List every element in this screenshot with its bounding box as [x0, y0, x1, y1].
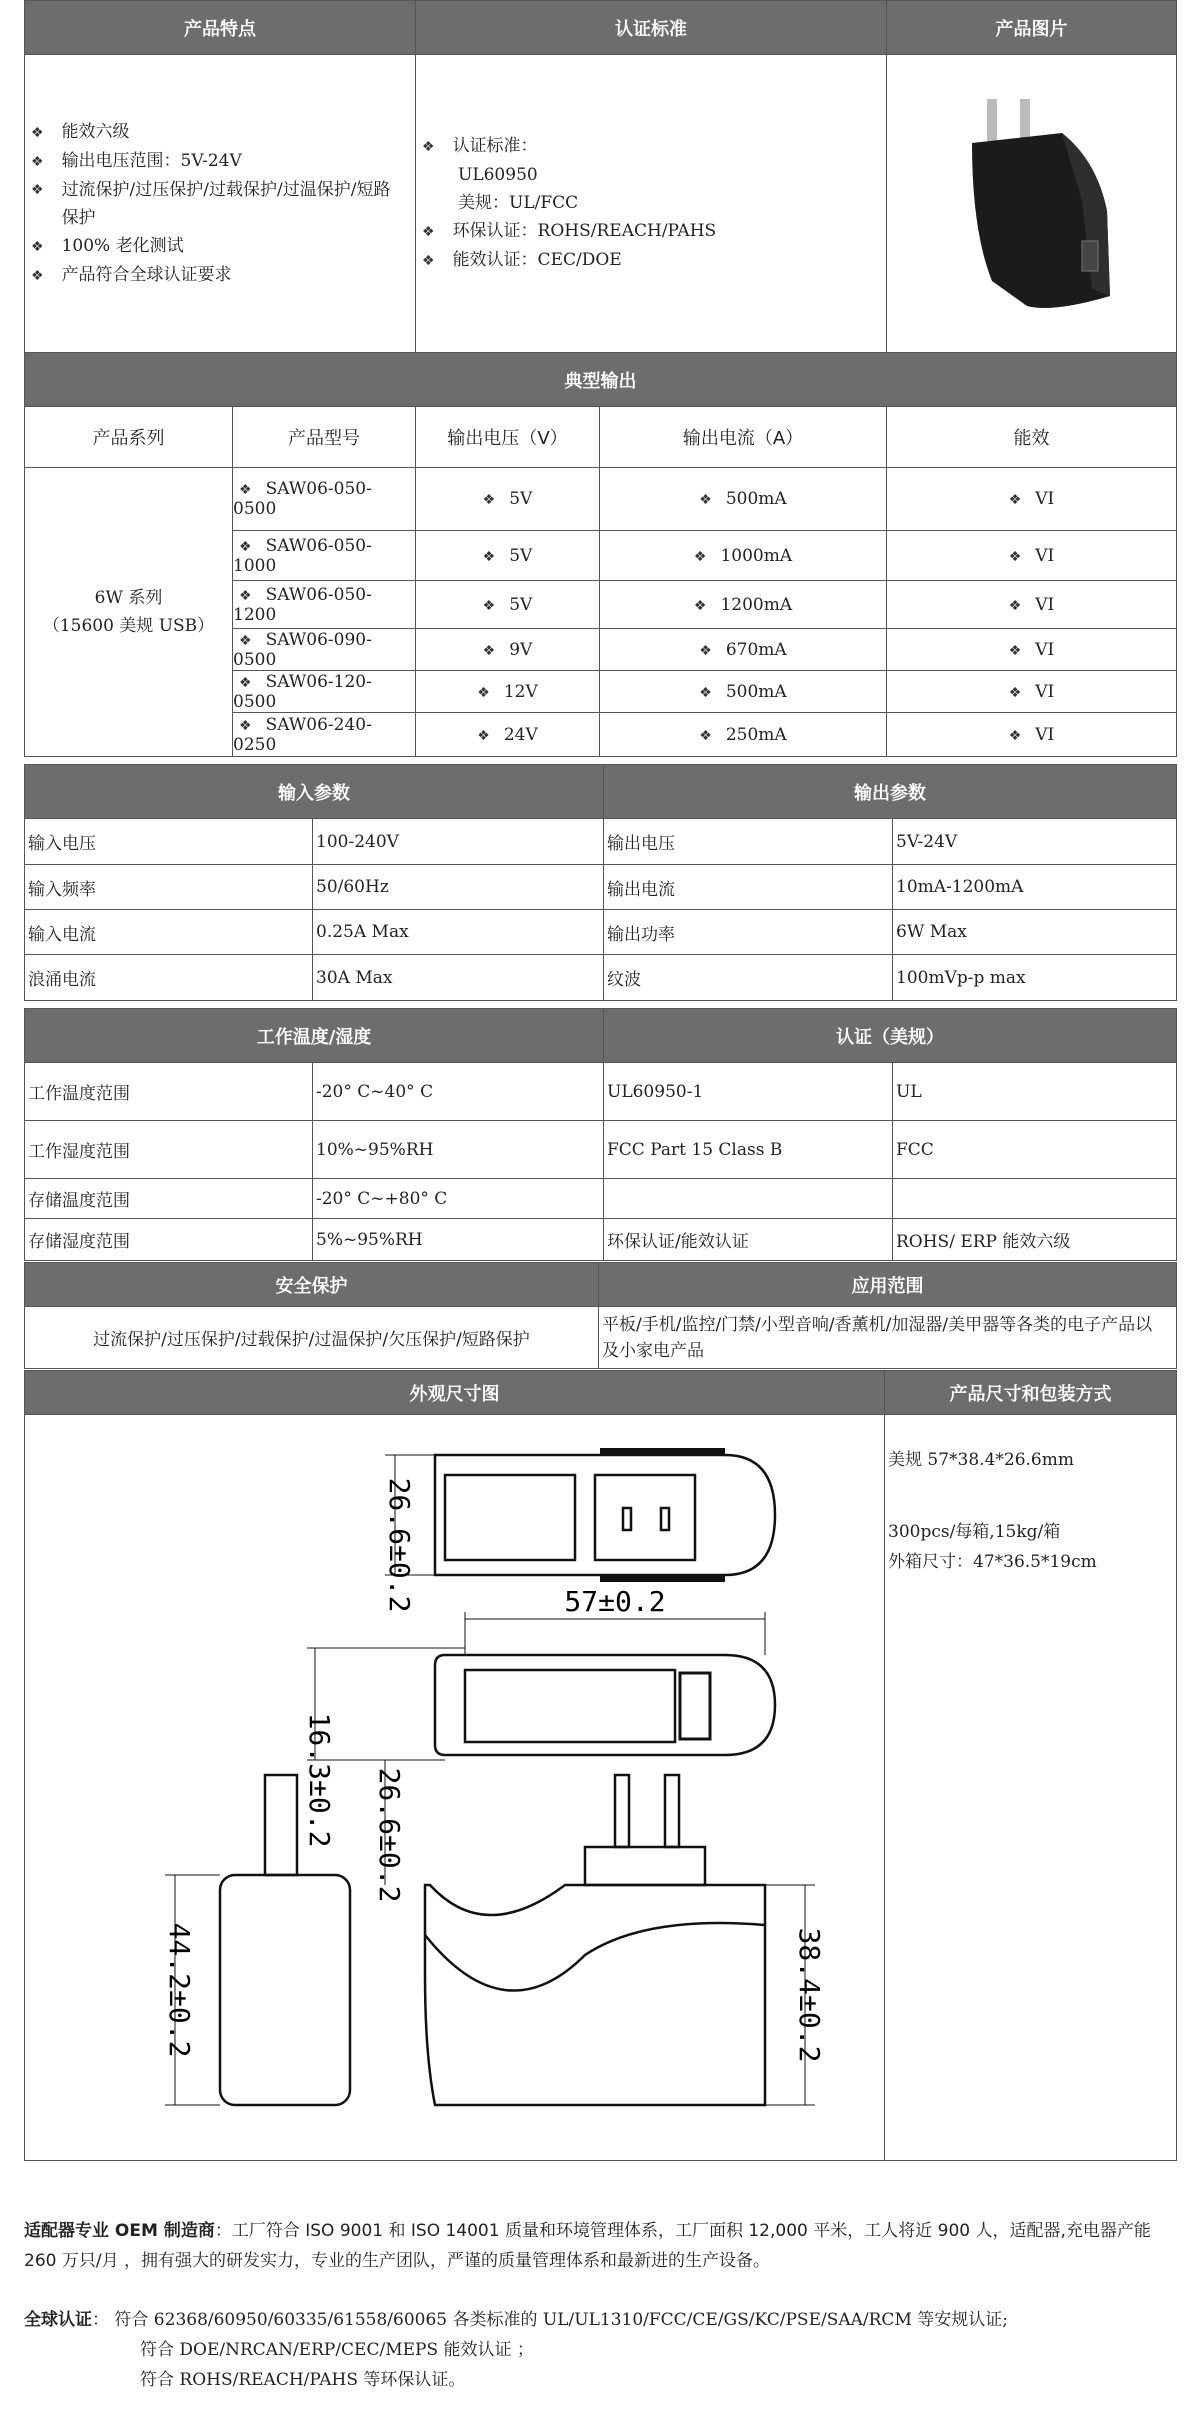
carton-size: 外箱尺寸：47*36.5*19cm: [888, 1552, 1097, 1572]
dim-label: 26.6±0.2: [373, 1767, 406, 1903]
diamond-bullet-icon: ❖: [239, 674, 252, 691]
param-value: 0.25A Max: [313, 910, 604, 955]
safety-title: 安全保护: [25, 1263, 599, 1307]
dimensions-title: 外观尺寸图: [25, 1371, 885, 1415]
output-params-title: 输出参数: [604, 765, 1177, 819]
voltage-cell: ❖ 5V: [416, 581, 600, 629]
env-label: 工作湿度范围: [25, 1121, 313, 1179]
param-label: 浪涌电流: [25, 955, 313, 1001]
cert-item: ❖ 能效认证：CEC/DOE: [422, 250, 622, 270]
diamond-bullet-icon: ❖: [31, 267, 44, 284]
diamond-bullet-icon: ❖: [482, 597, 496, 614]
diamond-bullet-icon: ❖: [693, 597, 707, 614]
current-cell: ❖ 670mA: [600, 629, 887, 671]
col-current: 输出电流（A）: [600, 407, 887, 468]
features-table: [24, 0, 1177, 353]
oem-label: 适配器专业 OEM 制造商: [24, 2221, 215, 2241]
efficiency-cell: ❖ VI: [887, 531, 1177, 581]
global-cert-line: 符合 DOE/NRCAN/ERP/CEC/MEPS 能效认证 ；: [140, 2340, 534, 2360]
env-value: -20° C~+80° C: [313, 1179, 604, 1219]
env-value: 5%~95%RH: [313, 1219, 604, 1261]
safety-table: [24, 1262, 1177, 1369]
param-label: 纹波: [604, 955, 893, 1001]
cert-label: 环保认证/能效认证: [604, 1219, 893, 1261]
certs-cell: [416, 55, 887, 353]
model-cell: ❖ SAW06-050-1200: [233, 581, 416, 629]
env-value: -20° C~40° C: [313, 1063, 604, 1121]
model-cell: ❖ SAW06-240-0250: [233, 713, 416, 757]
application-text: 平板/手机/监控/门禁/小型音响/香薰机/加湿器/美甲器等各类的电子产品以及小家电产品: [599, 1307, 1177, 1369]
env-title: 工作温度/湿度: [25, 1009, 604, 1063]
diamond-bullet-icon: ❖: [1008, 642, 1022, 659]
diamond-bullet-icon: ❖: [482, 642, 496, 659]
cert-item: 美规：UL/FCC: [458, 193, 579, 213]
param-label: 输入电流: [25, 910, 313, 955]
param-label: 输出电流: [604, 865, 893, 910]
global-cert-paragraph: [24, 2305, 1184, 2395]
efficiency-cell: ❖ VI: [887, 671, 1177, 713]
env-table: [24, 1008, 1177, 1261]
product-size: 美规 57*38.4*26.6mm: [888, 1450, 1074, 1470]
packing-title: 产品尺寸和包装方式: [885, 1371, 1177, 1415]
diamond-bullet-icon: ❖: [699, 684, 712, 701]
dim-label: 26.6±0.2: [383, 1477, 416, 1613]
efficiency-cell: ❖ VI: [887, 468, 1177, 531]
packing-qty: 300pcs/每箱,15kg/箱: [888, 1522, 1061, 1542]
param-label: 输入电压: [25, 819, 313, 865]
diamond-bullet-icon: ❖: [239, 632, 252, 649]
application-title: 应用范围: [599, 1263, 1177, 1307]
param-label: 输入频率: [25, 865, 313, 910]
diamond-bullet-icon: ❖: [1008, 597, 1022, 614]
diamond-bullet-icon: ❖: [31, 181, 44, 198]
diamond-bullet-icon: ❖: [422, 139, 435, 155]
cert-item: ❖ 环保认证：ROHS/REACH/PAHS: [422, 221, 717, 241]
voltage-cell: ❖ 12V: [416, 671, 600, 713]
global-cert-line: ： 符合 62368/60950/60335/61558/60065 各类标准的 UL/UL1310/FCC/CE/GS/KC/PSE/SAA/RCM 等安规认证;: [92, 2310, 1008, 2330]
col-voltage: 输出电压（V）: [416, 407, 600, 468]
diamond-bullet-icon: ❖: [693, 548, 707, 565]
cert-item: ❖ 认证标准：: [422, 136, 538, 156]
efficiency-cell: ❖ VI: [887, 581, 1177, 629]
cert-label: FCC Part 15 Class B: [604, 1121, 893, 1179]
cert-header: 认证标准: [416, 1, 887, 55]
param-value: 30A Max: [313, 955, 604, 1001]
feature-item: ❖ 输出电压范围：5V-24V: [31, 150, 242, 171]
cert-item: UL60950: [458, 165, 538, 185]
current-cell: ❖ 1200mA: [600, 581, 887, 629]
diamond-bullet-icon: ❖: [239, 717, 252, 734]
diamond-bullet-icon: ❖: [1008, 684, 1022, 701]
efficiency-cell: ❖ VI: [887, 713, 1177, 757]
oem-text: ：工厂符合 ISO 9001 和 ISO 14001 质量和环境管理体系，工厂面积 12,000 平米，工人将近 900 人，适配器,充电器产能 260 万只/月 ，拥有强大的研发实力，专业的生产团队，严谨的质量管理体系和最新进的生产设备。: [24, 2221, 1151, 2271]
diamond-bullet-icon: ❖: [422, 224, 435, 240]
dim-label: 57±0.2: [564, 1585, 666, 1618]
dim-label: 16.3±0.2: [303, 1712, 336, 1848]
diamond-bullet-icon: ❖: [1008, 727, 1022, 744]
diamond-bullet-icon: ❖: [477, 727, 490, 744]
features-cell: [25, 55, 416, 353]
diamond-bullet-icon: ❖: [31, 238, 44, 255]
current-cell: ❖ 500mA: [600, 671, 887, 713]
feature-item: ❖ 产品符合全球认证要求: [31, 264, 232, 285]
feature-item: ❖ 能效六级: [31, 121, 130, 142]
current-cell: ❖ 1000mA: [600, 531, 887, 581]
typical-output-title: 典型输出: [25, 353, 1177, 407]
cert-value: ROHS/ ERP 能效六级: [893, 1219, 1177, 1261]
diamond-bullet-icon: ❖: [1008, 492, 1022, 508]
voltage-cell: ❖ 5V: [416, 468, 600, 531]
param-value: 6W Max: [893, 910, 1177, 955]
voltage-cell: ❖ 5V: [416, 531, 600, 581]
diamond-bullet-icon: ❖: [31, 153, 44, 170]
col-model: 产品型号: [233, 407, 416, 468]
diamond-bullet-icon: ❖: [31, 124, 44, 141]
feature-item: ❖ 100% 老化测试: [31, 235, 184, 256]
picture-header: 产品图片: [887, 1, 1177, 55]
diamond-bullet-icon: ❖: [477, 684, 490, 701]
cert-value: [893, 1179, 1177, 1219]
diamond-bullet-icon: ❖: [239, 538, 252, 555]
dimension-drawing-cell: [25, 1415, 885, 2161]
diamond-bullet-icon: ❖: [699, 492, 712, 508]
param-value: 5V-24V: [893, 819, 1177, 865]
typical-output-table: [24, 352, 1177, 757]
dimensions-table: [24, 1370, 1177, 2161]
model-cell: ❖ SAW06-120-0500: [233, 671, 416, 713]
cert-label: UL60950-1: [604, 1063, 893, 1121]
env-value: 10%~95%RH: [313, 1121, 604, 1179]
env-label: 存储湿度范围: [25, 1219, 313, 1261]
col-efficiency: 能效: [887, 407, 1177, 468]
param-value: 50/60Hz: [313, 865, 604, 910]
diamond-bullet-icon: ❖: [482, 548, 496, 565]
current-cell: ❖ 250mA: [600, 713, 887, 757]
oem-paragraph: [24, 2216, 1184, 2276]
diamond-bullet-icon: ❖: [699, 727, 712, 744]
diamond-bullet-icon: ❖: [239, 587, 252, 604]
features-header: 产品特点: [25, 1, 416, 55]
us-cert-title: 认证（美规）: [604, 1009, 1177, 1063]
param-value: 10mA-1200mA: [893, 865, 1177, 910]
cert-value: FCC: [893, 1121, 1177, 1179]
model-cell: ❖ SAW06-090-0500: [233, 629, 416, 671]
env-label: 工作温度范围: [25, 1063, 313, 1121]
param-value: 100-240V: [313, 819, 604, 865]
dim-label: 44.2±0.2: [163, 1922, 196, 2058]
voltage-cell: ❖ 24V: [416, 713, 600, 757]
cert-value: UL: [893, 1063, 1177, 1121]
diamond-bullet-icon: ❖: [239, 482, 252, 498]
param-label: 输出功率: [604, 910, 893, 955]
params-table: [24, 764, 1177, 1001]
current-cell: ❖ 500mA: [600, 468, 887, 531]
global-cert-line: 符合 ROHS/REACH/PAHS 等环保认证。: [140, 2370, 466, 2390]
series-cell: 6W 系列 （15600 美规 USB）: [25, 468, 233, 757]
voltage-cell: ❖ 9V: [416, 629, 600, 671]
adapter-photo: [932, 81, 1132, 321]
diamond-bullet-icon: ❖: [482, 492, 496, 508]
dim-label: 38.4±0.2: [793, 1927, 826, 2063]
global-cert-label: 全球认证: [24, 2310, 92, 2330]
param-value: 100mVp-p max: [893, 955, 1177, 1001]
param-label: 输出电压: [604, 819, 893, 865]
packing-cell: [885, 1415, 1177, 2161]
product-image-cell: [887, 55, 1177, 353]
cert-label: [604, 1179, 893, 1219]
model-cell: ❖ SAW06-050-0500: [233, 468, 416, 531]
diamond-bullet-icon: ❖: [1008, 548, 1022, 565]
env-label: 存储温度范围: [25, 1179, 313, 1219]
efficiency-cell: ❖ VI: [887, 629, 1177, 671]
safety-text: 过流保护/过压保护/过载保护/过温保护/欠压保护/短路保护: [25, 1307, 599, 1369]
dimension-drawing: [25, 1415, 884, 2160]
model-cell: ❖ SAW06-050-1000: [233, 531, 416, 581]
feature-item: ❖ 过流保护/过压保护/过载保护/过温保护/短路保护: [31, 176, 415, 232]
diamond-bullet-icon: ❖: [422, 253, 435, 269]
col-series: 产品系列: [25, 407, 233, 468]
diamond-bullet-icon: ❖: [699, 642, 712, 659]
input-params-title: 输入参数: [25, 765, 604, 819]
